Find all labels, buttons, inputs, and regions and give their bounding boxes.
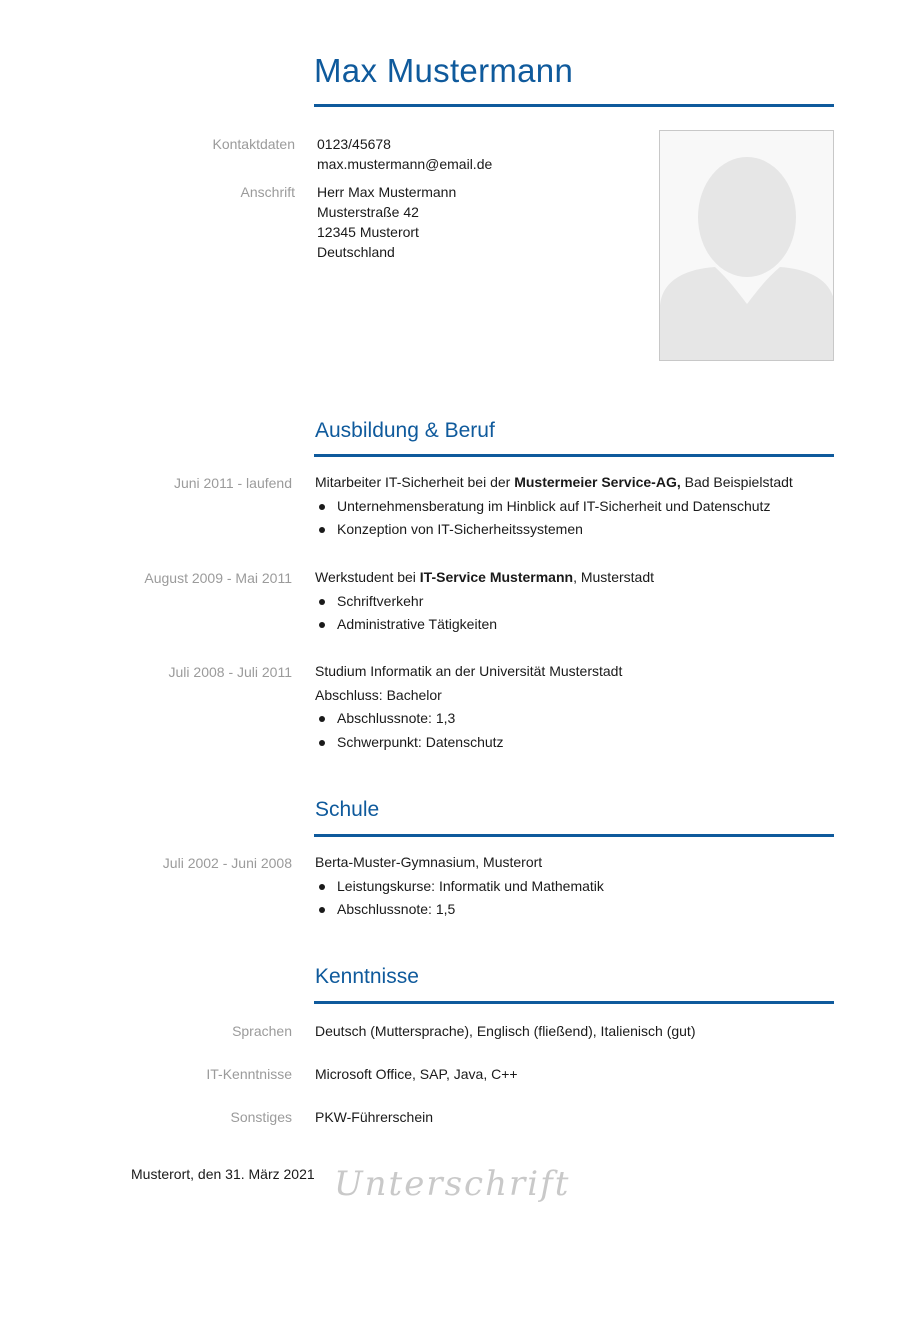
list-item: Schwerpunkt: Datenschutz xyxy=(315,731,622,755)
page-title: Max Mustermann xyxy=(314,52,574,89)
entry-subheading: Abschluss: Bachelor xyxy=(315,686,442,703)
career-entry xyxy=(315,471,793,542)
bullet-icon xyxy=(319,907,325,913)
skill-value: Microsoft Office, SAP, Java, C++ xyxy=(315,1066,518,1082)
address-line: 12345 Musterort xyxy=(317,224,419,240)
entry-bullets xyxy=(315,495,793,542)
bullet-icon xyxy=(319,716,325,722)
avatar-silhouette-icon xyxy=(660,131,834,361)
list-item: Abschlussnote: 1,3 xyxy=(315,707,622,731)
skill-value: Deutsch (Muttersprache), Englisch (fließend), Italienisch (gut) xyxy=(315,1023,696,1039)
bullet-icon xyxy=(319,622,325,628)
skill-label: Sprachen xyxy=(232,1023,292,1039)
list-item: Konzeption von IT-Sicherheitssystemen xyxy=(315,518,793,542)
bullet-icon xyxy=(319,527,325,533)
entry-date: August 2009 - Mai 2011 xyxy=(144,570,292,586)
entry-heading: Berta-Muster-Gymnasium, Musterort xyxy=(315,854,543,870)
career-entry xyxy=(315,660,622,754)
address-line: Musterstraße 42 xyxy=(317,204,419,220)
address-line: Herr Max Mustermann xyxy=(317,184,457,200)
school-entry xyxy=(315,851,604,922)
skill-value: PKW-Führerschein xyxy=(315,1109,434,1125)
contact-values xyxy=(317,134,492,174)
profile-photo-placeholder xyxy=(659,130,834,361)
bullet-icon xyxy=(319,884,325,890)
section-title-career: Ausbildung & Beruf xyxy=(315,419,495,442)
list-item: Abschlussnote: 1,5 xyxy=(315,898,604,922)
title-divider xyxy=(314,104,834,107)
place-date: Musterort, den 31. März 2021 xyxy=(131,1166,315,1182)
career-entry xyxy=(315,566,654,637)
skill-label: Sonstiges xyxy=(230,1109,292,1125)
list-item: Unternehmensberatung im Hinblick auf IT-Sicherheit und Datenschutz xyxy=(315,495,793,519)
email-address: max.mustermann@email.de xyxy=(317,156,493,172)
contact-label: Kontaktdaten xyxy=(212,136,295,152)
entry-heading: Mitarbeiter IT-Sicherheit bei der Mustermeier Service-AG, Bad Beispielstadt xyxy=(315,474,793,490)
bullet-icon xyxy=(319,740,325,746)
skill-label: IT-Kenntnisse xyxy=(206,1066,292,1082)
signature: Unterschrift xyxy=(334,1164,571,1204)
entry-bullets xyxy=(315,707,622,754)
section-divider xyxy=(314,454,834,457)
entry-date: Juni 2011 - laufend xyxy=(173,475,292,491)
entry-heading: Werkstudent bei IT-Service Mustermann, Musterstadt xyxy=(315,569,654,585)
list-item: Leistungskurse: Informatik und Mathematik xyxy=(315,875,604,899)
address-label: Anschrift xyxy=(240,184,295,200)
section-title-skills: Kenntnisse xyxy=(315,965,419,988)
entry-bullets xyxy=(315,875,604,922)
phone-number: 0123/45678 xyxy=(317,136,391,152)
bullet-icon xyxy=(319,504,325,510)
entry-date: Juli 2008 - Juli 2011 xyxy=(168,664,292,680)
section-divider xyxy=(314,834,834,837)
list-item: Administrative Tätigkeiten xyxy=(315,613,654,637)
list-item: Schriftverkehr xyxy=(315,590,654,614)
entry-heading: Studium Informatik an der Universität Musterstadt xyxy=(315,663,623,679)
entry-date: Juli 2002 - Juni 2008 xyxy=(162,855,292,871)
bullet-icon xyxy=(319,599,325,605)
address-values xyxy=(317,182,456,262)
section-divider xyxy=(314,1001,834,1004)
entry-bullets xyxy=(315,590,654,637)
address-line: Deutschland xyxy=(317,244,395,260)
section-title-school: Schule xyxy=(315,798,380,821)
